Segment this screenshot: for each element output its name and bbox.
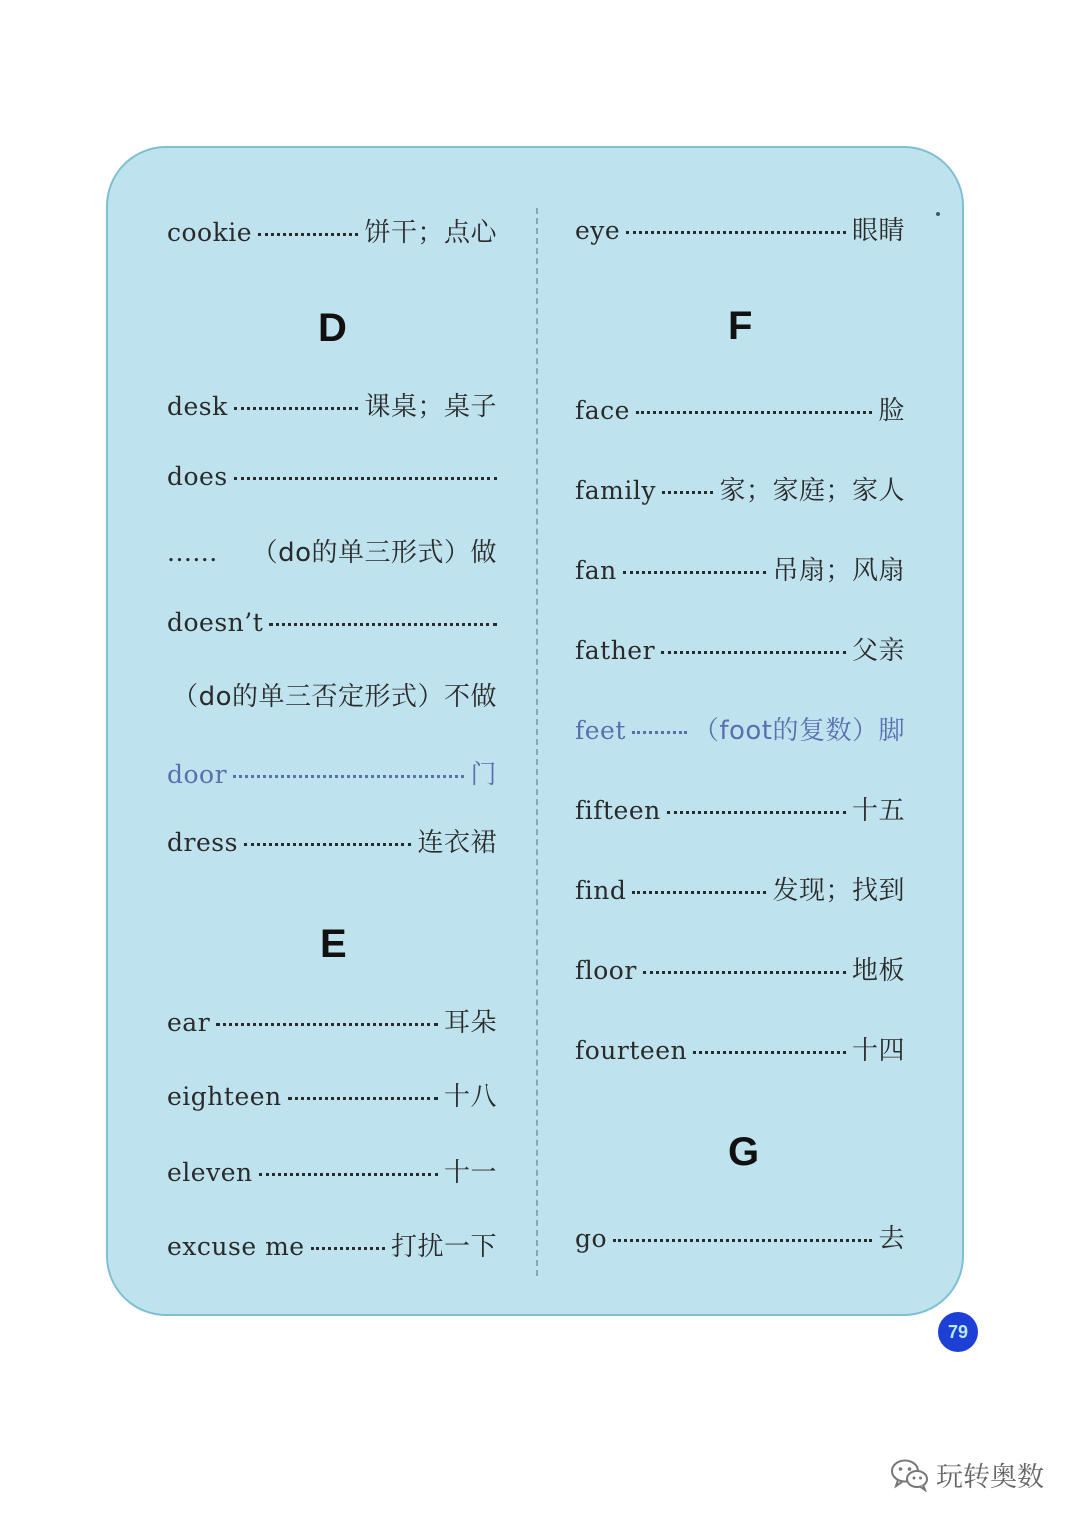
dot-leader [632,731,687,734]
entry-word: eighteen [167,1082,282,1111]
dot-leader [216,1023,438,1026]
entry-word: go [575,1224,608,1253]
glossary-entry-go [575,1218,905,1255]
entry-word: excuse me [167,1232,305,1261]
page-number-badge: 79 [938,1312,978,1352]
glossary-entry-family [575,470,905,507]
entry-word: dress [167,828,238,857]
dot-leader [269,623,497,626]
entry-word: does [167,462,228,491]
entry-meaning: 家；家庭；家人 [719,476,905,506]
glossary-entry-cookie [167,212,497,249]
entry-meaning: 地板 [851,956,905,986]
glossary-entry-father [575,630,905,667]
entry-meaning: 十八 [443,1082,497,1112]
entry-word: eleven [167,1158,253,1187]
section-letter-f: F [728,304,753,348]
glossary-entry-fifteen [575,790,905,827]
entry-meaning: 发现；找到 [772,876,905,906]
glossary-entry-doesnt [167,608,497,637]
dot-leader [693,1051,846,1054]
entry-meaning: 脸 [878,396,905,426]
dot-leader [234,477,497,480]
entry-meaning: 课桌；桌子 [364,392,497,422]
glossary-entry-does-meaning [167,532,497,569]
entry-meaning: （do的单三否定形式）不做 [172,682,497,712]
entry-word: desk [167,392,228,421]
entry-meaning: 打扰一下 [390,1232,497,1262]
entry-word: feet [575,716,626,745]
dot-leader [636,411,873,414]
dot-leader [258,233,358,236]
dot-leader [667,811,846,814]
glossary-entry-does [167,462,497,491]
glossary-entry-fourteen [575,1030,905,1067]
glossary-entry-ear [167,1002,497,1039]
entry-word: cookie [167,218,253,247]
entry-meaning: 十五 [851,796,905,826]
glossary-entry-door [167,754,497,791]
dot-leader [661,651,846,654]
entry-meaning: 门 [470,760,497,790]
dot-leader [626,231,846,234]
glossary-entry-face [575,390,905,427]
glossary-entry-eye [575,210,905,247]
glossary-entry-eighteen [167,1076,497,1113]
dot-leader [311,1247,385,1250]
wechat-icon [890,1458,930,1492]
entry-word: fan [575,556,617,585]
dot-leader [234,407,359,410]
entry-word: doesn’t [167,608,264,637]
glossary-entry-doesnt-meaning [167,676,497,713]
section-letter-d: D [318,306,347,350]
dot-leader [259,1173,438,1176]
entry-word: face [575,396,630,425]
entry-meaning: 连衣裙 [417,828,497,858]
dot-leader [613,1239,872,1242]
entry-word: fourteen [575,1036,688,1065]
entry-meaning: 十四 [851,1036,905,1066]
entry-word: door [167,760,228,789]
dot-leader [643,971,846,974]
entry-word: floor [575,956,637,985]
entry-meaning: （do的单三形式）做 [251,538,497,568]
glossary-entry-fan [575,550,905,587]
entry-word: father [575,636,656,665]
entry-meaning: 十一 [443,1158,497,1188]
entry-prefix: ...... [167,538,218,567]
section-letter-g: G [728,1130,760,1174]
glossary-entry-excuse-me [167,1226,497,1263]
dot-leader [244,843,412,846]
dot-leader [662,491,714,494]
glossary-entry-eleven [167,1152,497,1189]
entry-word: family [575,476,656,505]
watermark-text: 玩转奥数 [936,1462,1044,1493]
entry-meaning: 眼睛 [851,216,905,246]
entry-word: eye [575,216,621,245]
column-divider [536,208,538,1276]
entry-meaning: 耳朵 [443,1008,497,1038]
entry-meaning: 父亲 [851,636,905,666]
dot-leader [623,571,767,574]
entry-word: fifteen [575,796,661,825]
glossary-entry-dress [167,822,497,859]
speck [936,212,940,216]
entry-word: ear [167,1008,211,1037]
section-letter-e: E [320,922,347,966]
entry-meaning: （foot的复数）脚 [692,716,905,746]
entry-word: find [575,876,627,905]
dot-leader [233,775,464,778]
glossary-entry-feet [575,710,905,747]
dot-leader [632,891,766,894]
entry-meaning: 饼干；点心 [364,218,497,248]
entry-meaning: 去 [878,1224,905,1254]
glossary-entry-find [575,870,905,907]
entry-meaning: 吊扇；风扇 [772,556,905,586]
glossary-entry-floor [575,950,905,987]
watermark [890,1455,1044,1494]
glossary-entry-desk [167,386,497,423]
dot-leader [288,1097,438,1100]
